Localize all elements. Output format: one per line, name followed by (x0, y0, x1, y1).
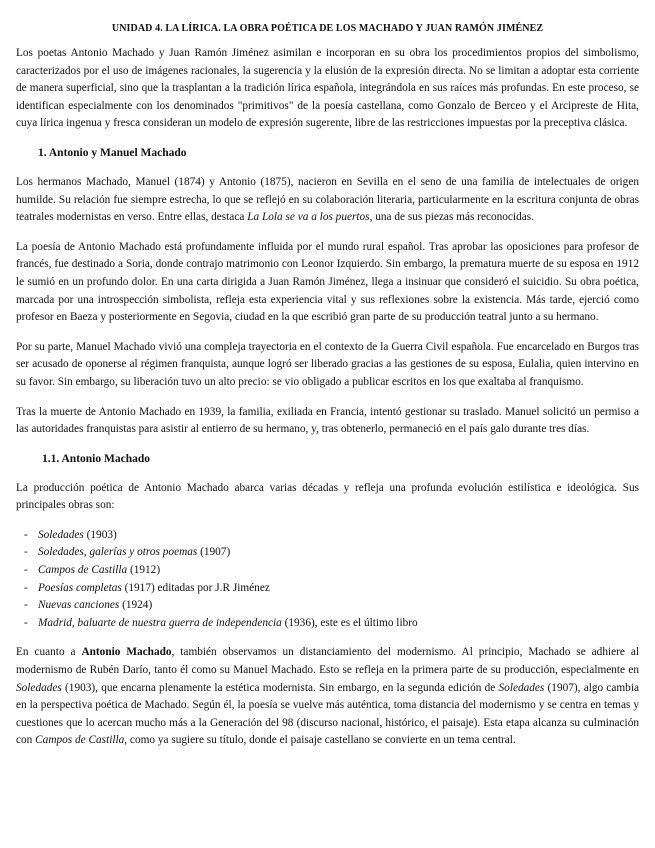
list-item: - Nuevas canciones (1924) (24, 599, 153, 612)
works-list (16, 527, 639, 633)
document-title: UNIDAD 4. LA LÍRICA. LA OBRA POÉTICA DE LOS MACHADO Y JUAN RAMÓN JIMÉNEZ (111, 23, 544, 34)
list-item: - Poesías completas (1917) editadas por J.R Jiménez (24, 581, 270, 594)
list-item: - Soledades (1903) (24, 528, 117, 541)
paragraph-manuel-life: Por su parte, Manuel Machado vivió una compleja trayectoria en el contexto de la Guerra Civil española. Fue encarcelado en Burgos tras ser acusado de oponerse al régimen franquista, aunque logró ser liberado gracias a las gestiones de su esposa, Eulalia, quien intervino en su favor. Sin embargo, su liberación tuvo un alto precio: se vio obligado a publicar escritos en los que exaltaba al franquismo. (16, 340, 639, 388)
subsection-heading-antonio: 1.1. Antonio Machado (42, 452, 150, 465)
paragraph-modernism: En cuanto a Antonio Machado, también observamos un distanciamiento del modernismo. Al principio, Machado se adhiere al modernismo de Rubén Darío, tanto él como su Manuel Machado. Esto se refleja en la primera parte de su producción, especialmente en Soledades (1903), que encarna plenamente la estética modernista. Sin embargo, en la segunda edición de Soledades (1907), algo cambia en la perspectiva poética de Machado. Según él, la poesía se vuelve más auténtica, toma distancia del modernismo y se centra en temas y cuestiones que lo acercan mucho más a la Generación del 98 (discurso nacional, histórico, el paisaje). Esta etapa alcanza su culminación con Campos de Castilla, como ya sugiere su título, donde el paisaje castellano se convierte en un tema central. (16, 646, 639, 747)
paragraph-antonio-life: La poesía de Antonio Machado está profundamente influida por el mundo rural español. Tras aprobar las oposiciones para profesor de francés, fue destinado a Soria, donde contrajo matrimonio con Leonor Izquierdo. Sin embargo, la prematura muerte de su esposa en 1912 le sumió en un profundo dolor. En una carta dirigida a Juan Ramón Jiménez, llega a insinuar que consideró el suicidio. Su obra poética, marcada por una introspección simbolista, refleja esta experiencia vital y sus reflexiones sobre la existencia. Más tarde, ejerció como profesor en Baeza y posteriormente en Segovia, ciudad en la que escribió gran parte de su producción teatral junto a su hermano. (16, 240, 639, 324)
list-item: - Madrid, baluarte de nuestra guerra de independencia (1936), este es el último libro (24, 616, 418, 629)
paragraph-machado-brothers: Los hermanos Machado, Manuel (1874) y Antonio (1875), nacieron en Sevilla en el seno de una familia de intelectuales de origen humilde. Su relación fue siempre estrecha, lo que se reflejó en su colaboración literaria, particularmente en la escritura conjunta de obras teatrales modernistas en verso. Entre ellas, destaca La Lola se va a los puertos, una de sus piezas más reconocidas. (16, 175, 639, 224)
play-title: La Lola se va a los puertos (247, 211, 370, 224)
paragraph-death-antonio: Tras la muerte de Antonio Machado en 1939, la familia, exiliada en Francia, intentó gestionar su traslado. Manuel solicitó un permiso a las autoridades franquistas para asistir al entierro de su hermano, y, tras obtenerlo, permaneció en el país galo durante tres días. (16, 405, 639, 436)
list-item: - Campos de Castilla (1912) (24, 564, 161, 577)
section-heading-machado-brothers: 1. Antonio y Manuel Machado (38, 146, 187, 159)
paragraph-production-intro: La producción poética de Antonio Machado abarca varias décadas y refleja una profunda evolución estilística e ideológica. Sus principales obras son: (16, 481, 639, 512)
list-item: - Soledades, galerías y otros poemas (1907) (24, 546, 231, 559)
intro-paragraph: Los poetas Antonio Machado y Juan Ramón Jiménez asimilan e incorporan en su obra los procedimientos propios del simbolismo, caracterizados por el uso de imágenes racionales, la sugerencia y la elusión de la expresión directa. No se limitan a adoptar esta corriente de manera superficial, sino que la trasplantan a la tradición lírica española, integrándola en sus raíces más profundas. En este proceso, se identifican especialmente con los denominados "primitivos" de la poesía castellana, como Gonzalo de Berceo y el Arcipreste de Hita, cuya lírica ingenua y fresca consideran un modelo de expresión sugerente, libre de las restricciones impuestas por la preceptiva clásica. (16, 47, 639, 130)
